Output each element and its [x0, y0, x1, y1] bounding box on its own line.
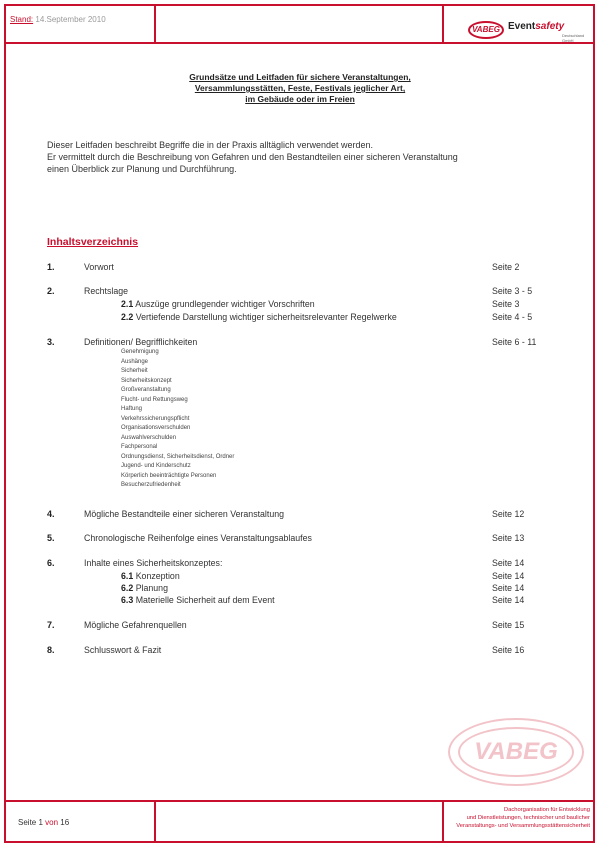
toc-sub-6-3-num: 6.3 — [121, 595, 134, 605]
definition-item: Aushänge — [121, 359, 149, 365]
toc-sub-6-1 — [121, 571, 180, 581]
page-total: 16 — [60, 818, 70, 827]
toc-sub-2-1 — [121, 299, 315, 309]
toc-page-4: Seite 12 — [492, 509, 525, 519]
header-separator-left — [154, 4, 156, 42]
toc-num-3: 3. — [47, 337, 55, 347]
footer-divider — [4, 800, 595, 802]
toc-page-6: Seite 14 — [492, 558, 525, 568]
title-line-1: Grundsätze und Leitfaden für sichere Veranstaltungen, — [189, 72, 411, 82]
intro-line-2: Er vermittelt durch die Beschreibung von Gefahren und den Bestandteilen einer sicheren Veranstaltung — [47, 152, 458, 162]
header-separator-right — [442, 4, 444, 42]
footer-separator-left — [154, 800, 156, 843]
stand-label: Stand: — [10, 15, 34, 24]
toc-sub-2-2-page: Seite 4 - 5 — [492, 312, 533, 322]
page-number: 1 — [38, 818, 43, 827]
vabeg-logo-mark: VABEG — [468, 21, 504, 39]
definition-item: Körperlich beeinträchtigte Personen — [121, 473, 217, 479]
header-divider — [4, 42, 595, 44]
toc-page-3: Seite 6 - 11 — [492, 337, 537, 347]
toc-page-7: Seite 15 — [492, 620, 525, 630]
toc-sub-6-3-title: Materielle Sicherheit auf dem Event — [135, 595, 275, 605]
toc-num-8: 8. — [47, 645, 55, 655]
toc-page-2: Seite 3 - 5 — [492, 286, 533, 296]
toc-num-2: 2. — [47, 286, 55, 296]
toc-sub-6-1-page: Seite 14 — [492, 571, 525, 581]
toc-title-1: Vorwort — [84, 262, 114, 272]
definition-item: Ordnungsdienst, Sicherheitsdienst, Ordner — [121, 454, 235, 460]
definition-item: Fachpersonal — [121, 444, 158, 450]
definition-item: Organisationsverschulden — [121, 425, 191, 431]
toc-sub-6-3-page: Seite 14 — [492, 595, 525, 605]
toc-num-6: 6. — [47, 558, 55, 568]
definition-item: Verkehrssicherungspflicht — [121, 416, 190, 422]
page-separator: von — [45, 818, 59, 827]
vabeg-watermark — [448, 718, 584, 786]
page-frame — [4, 4, 595, 843]
definition-item: Sicherheitskonzept — [121, 378, 172, 384]
toc-sub-6-2-title: Planung — [135, 583, 168, 593]
toc-sub-2-2-title: Vertiefende Darstellung wichtiger sicherheitsrelevanter Regelwerke — [135, 312, 397, 322]
toc-title-5: Chronologische Reihenfolge eines Veranstaltungsablaufes — [84, 533, 312, 543]
page-indicator — [18, 818, 69, 827]
definition-item: Großveranstaltung — [121, 387, 171, 393]
company-logo — [468, 19, 590, 41]
toc-num-7: 7. — [47, 620, 55, 630]
toc-sub-6-2-page: Seite 14 — [492, 583, 525, 593]
toc-num-5: 5. — [47, 533, 55, 543]
org-line-2: und Dienstleistungen, technischer und baulicher — [466, 815, 590, 821]
stand-date — [10, 15, 106, 24]
page-label: Seite — [18, 818, 37, 827]
toc-title-6: Inhalte eines Sicherheitskonzeptes: — [84, 558, 223, 568]
organization-description — [446, 806, 590, 830]
toc-title-3: Definitionen/ Begrifflichkeiten — [84, 337, 198, 347]
document-title — [60, 72, 540, 105]
footer-separator-right — [442, 800, 444, 843]
toc-page-1: Seite 2 — [492, 262, 520, 272]
definition-item: Haftung — [121, 406, 143, 412]
toc-heading: Inhaltsverzeichnis — [47, 236, 139, 248]
logo-wordmark — [508, 21, 564, 32]
toc-sub-2-2 — [121, 312, 397, 322]
toc-title-7: Mögliche Gefahrenquellen — [84, 620, 187, 630]
toc-title-8: Schlusswort & Fazit — [84, 645, 162, 655]
toc-sub-2-1-page: Seite 3 — [492, 299, 520, 309]
intro-paragraph — [47, 139, 547, 175]
org-line-1: Dachorganisation für Entwicklung — [503, 807, 590, 813]
definition-item: Sicherheit — [121, 368, 148, 374]
toc-sub-6-2-num: 6.2 — [121, 583, 134, 593]
toc-sub-6-1-title: Konzeption — [135, 571, 180, 581]
toc-sub-6-1-num: 6.1 — [121, 571, 134, 581]
org-line-3: Veranstaltungs- und Versammlungsstättensicherheit — [456, 823, 590, 829]
toc-sub-6-3 — [121, 595, 275, 605]
definition-item: Auswahlverschulden — [121, 435, 177, 441]
toc-title-2: Rechtslage — [84, 286, 129, 296]
definition-item: Genehmigung — [121, 349, 159, 355]
toc-sub-2-2-num: 2.2 — [121, 312, 134, 322]
toc-page-5: Seite 13 — [492, 533, 525, 543]
toc-sub-2-1-title: Auszüge grundlegender wichtiger Vorschriften — [135, 299, 315, 309]
toc-title-4: Mögliche Bestandteile einer sicheren Veranstaltung — [84, 509, 285, 519]
toc-num-1: 1. — [47, 262, 55, 272]
intro-line-1: Dieser Leitfaden beschreibt Begriffe die in der Praxis alltäglich verwendet werden. — [47, 140, 374, 150]
title-line-2: Versammlungsstätten, Feste, Festivals jeglicher Art, — [194, 83, 406, 93]
toc-sub-2-1-num: 2.1 — [121, 299, 134, 309]
logo-word-event: Event — [508, 21, 536, 32]
intro-line-3: einen Überblick zur Planung und Durchführung. — [47, 164, 237, 174]
toc-num-4: 4. — [47, 509, 55, 519]
stand-value: 14.September 2010 — [35, 15, 106, 24]
watermark-text: VABEG — [458, 727, 574, 777]
logo-word-safety: safety — [535, 21, 565, 32]
definition-item: Jugend- und Kinderschutz — [121, 463, 191, 469]
logo-subtitle: Deutschland GmbH — [562, 33, 585, 43]
definition-item: Besucherzufriedenheit — [121, 482, 181, 488]
title-line-3: im Gebäude oder im Freien — [245, 94, 355, 104]
toc-sub-6-2 — [121, 583, 168, 593]
toc-page-8: Seite 16 — [492, 645, 525, 655]
definition-item: Flucht- und Rettungsweg — [121, 397, 188, 403]
